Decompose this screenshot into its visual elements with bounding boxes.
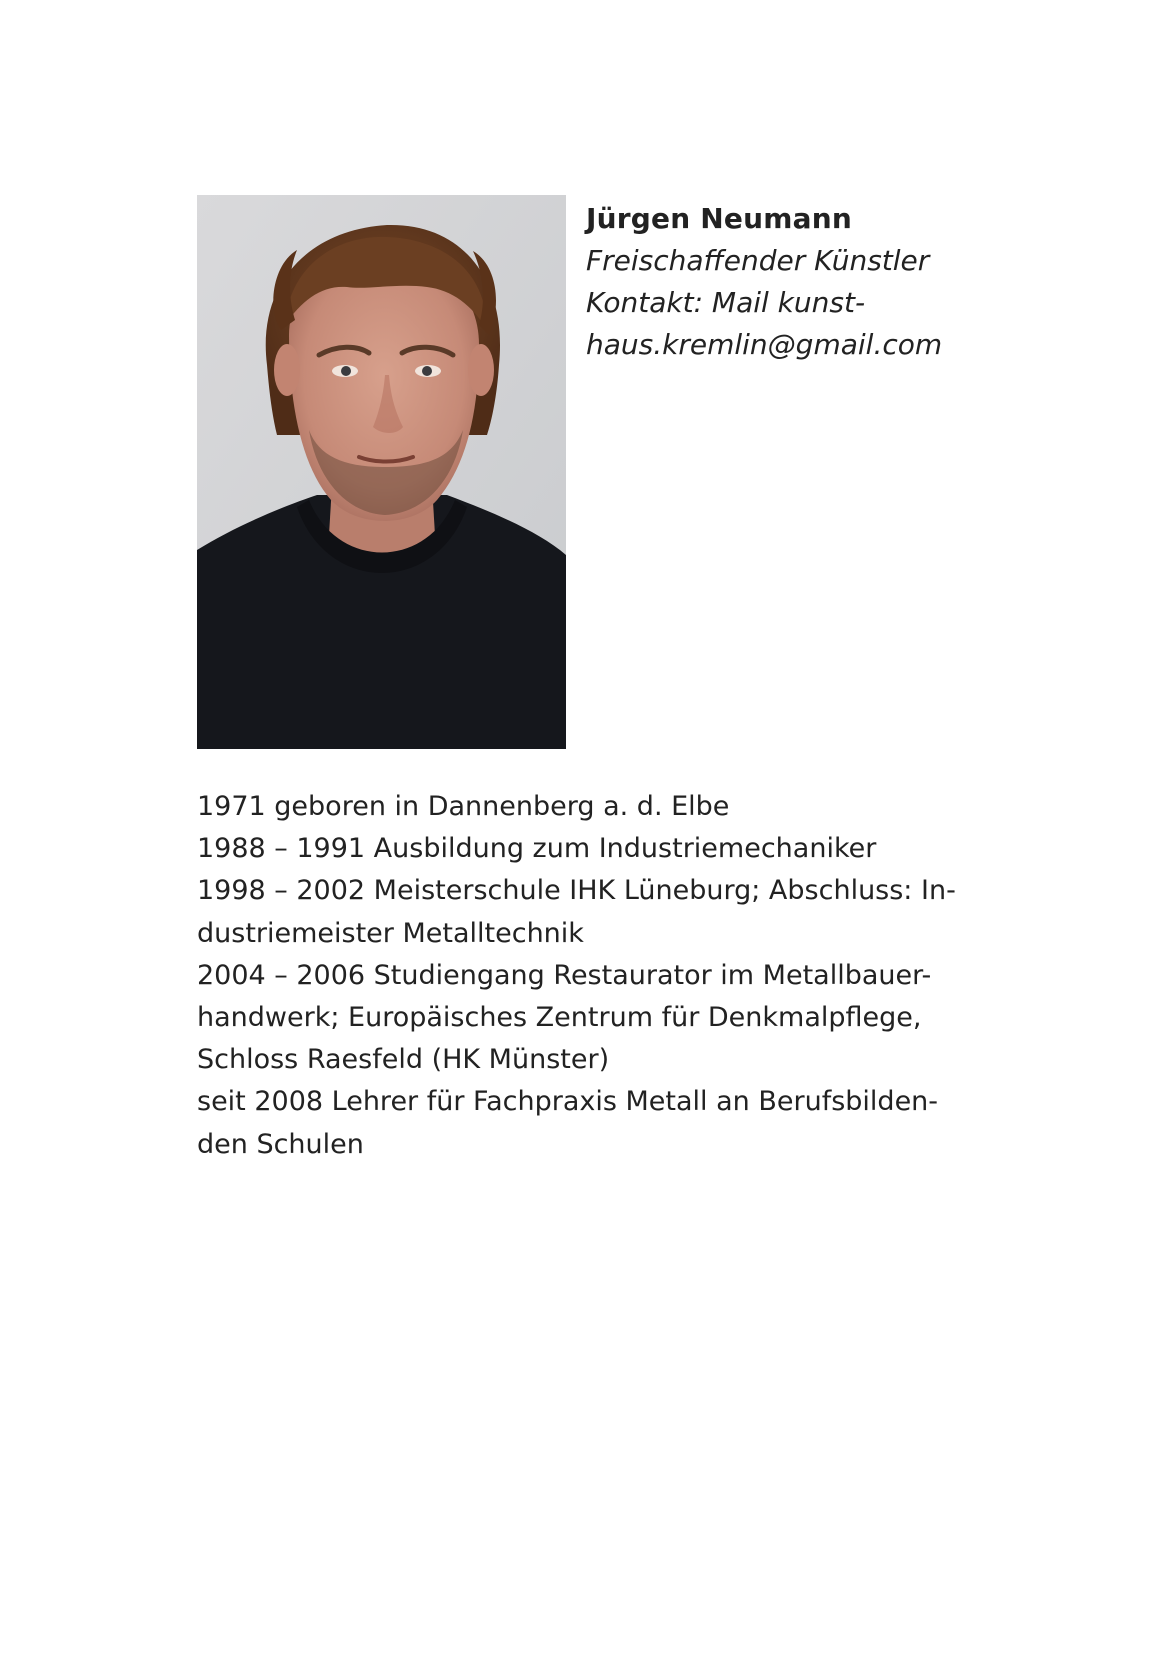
contact-line-1: Kontakt: Mail kunst- (586, 286, 866, 319)
bio-line: 1971 geboren in Dannenberg a. d. Elbe (197, 791, 730, 822)
biography (197, 786, 977, 1166)
person-role: Freischaffender Künstler (586, 244, 930, 277)
bio-line: Schloss Raesfeld (HK Münster) (197, 1044, 610, 1076)
bio-line: 1998 – 2002 Meisterschule IHK Lüneburg; Abschluss: In- (197, 875, 956, 907)
bio-line: den Schulen (197, 1128, 364, 1160)
person-name: Jürgen Neumann (586, 202, 852, 235)
portrait-photo (197, 195, 566, 749)
portrait-image (197, 195, 566, 749)
bio-line: seit 2008 Lehrer für Fachpraxis Metall an Berufsbilden- (197, 1086, 939, 1118)
contact-line-2: haus.kremlin@gmail.com (586, 328, 943, 361)
bio-line: handwerk; Europäisches Zentrum für Denkmalpflege, (197, 1002, 922, 1034)
bio-line: 2004 – 2006 Studiengang Restaurator im Metallbauer- (197, 959, 932, 991)
bio-line: 1988 – 1991 Ausbildung zum Industriemechaniker (197, 833, 877, 865)
person-header (586, 198, 1006, 366)
bio-line: dustriemeister Metalltechnik (197, 917, 584, 949)
